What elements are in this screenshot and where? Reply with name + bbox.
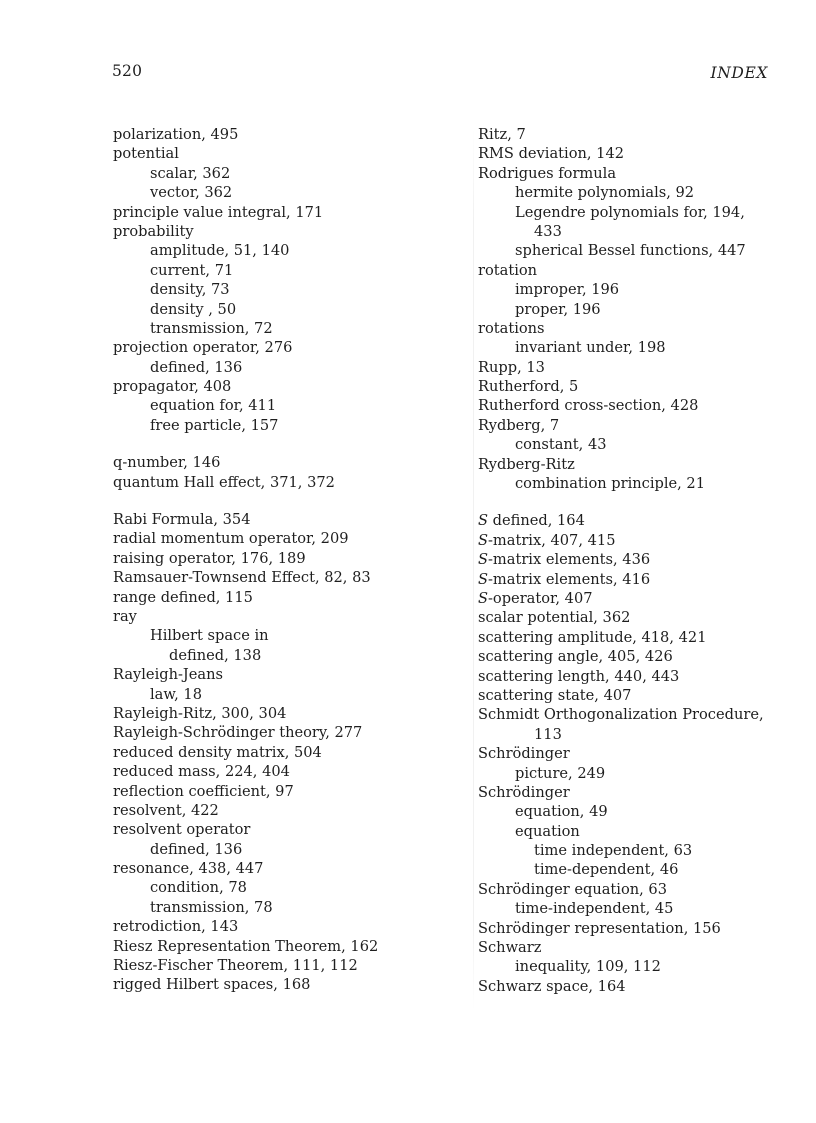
index-subentry: free particle, 157 bbox=[150, 416, 279, 434]
index-entry: scattering amplitude, 418, 421 bbox=[478, 628, 707, 646]
entry-symbol: S bbox=[478, 531, 488, 549]
index-subentry: law, 18 bbox=[150, 685, 202, 703]
index-entry: scattering state, 407 bbox=[478, 686, 632, 704]
index-entry: retrodiction, 143 bbox=[113, 918, 239, 936]
index-entry: Schrödinger bbox=[478, 745, 570, 763]
index-entry: Schmidt Orthogonalization Procedure, bbox=[478, 706, 764, 724]
entry-symbol: S bbox=[478, 551, 488, 569]
index-entry: quantum Hall effect, 371, 372 bbox=[113, 473, 335, 491]
index-entry: rigged Hilbert spaces, 168 bbox=[113, 976, 311, 994]
index-entry bbox=[478, 570, 764, 589]
index-entry bbox=[478, 550, 764, 569]
index-entry: Rabi Formula, 354 bbox=[113, 511, 251, 529]
index-subentry: condition, 78 bbox=[150, 879, 247, 897]
index-entry: Rayleigh-Schrödinger theory, 277 bbox=[113, 724, 363, 742]
entry-text: -operator, 407 bbox=[488, 589, 593, 607]
index-subentry: Legendre polynomials for, 194, bbox=[515, 203, 745, 221]
running-head: INDEX bbox=[710, 64, 768, 82]
index-entry: rotations bbox=[478, 319, 545, 337]
index-entry bbox=[478, 511, 764, 530]
index-entry: Schrödinger equation, 63 bbox=[478, 880, 667, 898]
index-subentry: constant, 43 bbox=[515, 436, 607, 454]
index-subentry: defined, 136 bbox=[150, 358, 243, 376]
index-subentry: improper, 196 bbox=[515, 281, 620, 299]
index-entry: resonance, 438, 447 bbox=[113, 860, 264, 878]
entry-text: defined, 164 bbox=[488, 512, 585, 530]
index-subentry: time independent, 63 bbox=[534, 842, 693, 860]
index-subentry: transmission, 72 bbox=[150, 319, 273, 337]
entry-symbol: S bbox=[478, 570, 488, 588]
index-subentry: time-independent, 45 bbox=[515, 900, 674, 918]
index-entry: Schwarz space, 164 bbox=[478, 977, 626, 995]
index-entry: Schwarz bbox=[478, 939, 542, 957]
index-entry: projection operator, 276 bbox=[113, 339, 293, 357]
index-subentry: scalar, 362 bbox=[150, 164, 231, 182]
index-subentry: invariant under, 198 bbox=[515, 339, 666, 357]
index-entry: polarization, 495 bbox=[113, 126, 239, 143]
index-entry bbox=[478, 531, 764, 550]
index-entry: Rodrigues formula bbox=[478, 164, 617, 182]
index-subentry: Hilbert space in bbox=[150, 627, 269, 645]
entry-text: -matrix, 407, 415 bbox=[488, 531, 616, 549]
index-entry: Riesz-Fischer Theorem, 111, 112 bbox=[113, 957, 358, 975]
index-entry: Schrödinger representation, 156 bbox=[478, 919, 721, 937]
index-subentry: vector, 362 bbox=[150, 184, 233, 202]
index-entry: Ritz, 7 bbox=[478, 126, 526, 143]
index-entry: ray bbox=[113, 607, 137, 625]
index-entry: scattering angle, 405, 426 bbox=[478, 648, 673, 666]
index-subentry: defined, 138 bbox=[169, 646, 262, 664]
entry-text: -matrix elements, 416 bbox=[488, 570, 651, 588]
index-entry: RMS deviation, 142 bbox=[478, 145, 625, 163]
index-entry: Rayleigh-Jeans bbox=[113, 666, 223, 684]
index-subentry: equation, 49 bbox=[515, 803, 608, 821]
index-entry bbox=[478, 589, 764, 608]
index-subentry: time-dependent, 46 bbox=[534, 861, 679, 879]
index-entry: Rutherford, 5 bbox=[478, 378, 579, 396]
index-subentry: amplitude, 51, 140 bbox=[150, 242, 290, 260]
index-entry: resolvent, 422 bbox=[113, 801, 219, 819]
index-entry: reflection coefficient, 97 bbox=[113, 782, 294, 800]
index-entry: raising operator, 176, 189 bbox=[113, 549, 306, 567]
index-subentry: picture, 249 bbox=[515, 764, 606, 782]
index-subentry: 433 bbox=[534, 222, 562, 240]
index-entry: Rupp, 13 bbox=[478, 358, 545, 376]
index-entry: resolvent operator bbox=[113, 821, 251, 839]
index-entry: scattering length, 440, 443 bbox=[478, 667, 680, 685]
index-entry: Schrödinger bbox=[478, 783, 570, 801]
page-number: 520 bbox=[112, 62, 143, 80]
index-column-left bbox=[113, 125, 378, 995]
index-subentry: defined, 136 bbox=[150, 840, 243, 858]
index-entry: reduced mass, 224, 404 bbox=[113, 763, 290, 781]
index-subentry: 113 bbox=[534, 725, 562, 743]
entry-symbol: S bbox=[478, 512, 488, 530]
index-entry: Rayleigh-Ritz, 300, 304 bbox=[113, 704, 287, 722]
index-subentry: proper, 196 bbox=[515, 300, 601, 318]
index-entry: Rydberg-Ritz bbox=[478, 455, 575, 473]
index-subentry: density, 73 bbox=[150, 281, 230, 299]
index-subentry: spherical Bessel functions, 447 bbox=[515, 242, 746, 260]
index-entry: principle value integral, 171 bbox=[113, 203, 324, 221]
entry-text: -matrix elements, 436 bbox=[488, 551, 651, 569]
index-entry: Rydberg, 7 bbox=[478, 416, 560, 434]
index-entry: range defined, 115 bbox=[113, 588, 253, 606]
index-column-right bbox=[478, 125, 764, 996]
index-subentry: equation bbox=[515, 822, 580, 840]
entry-symbol: S bbox=[478, 589, 488, 607]
index-entry: propagator, 408 bbox=[113, 378, 232, 396]
index-entry: rotation bbox=[478, 261, 538, 279]
index-entry: probability bbox=[113, 222, 194, 240]
index-subentry: equation for, 411 bbox=[150, 397, 277, 415]
index-entry: scalar potential, 362 bbox=[478, 609, 631, 627]
index-subentry: combination principle, 21 bbox=[515, 475, 705, 493]
index-entry: Riesz Representation Theorem, 162 bbox=[113, 937, 379, 955]
index-entry: Rutherford cross-section, 428 bbox=[478, 397, 699, 415]
index-entry: radial momentum operator, 209 bbox=[113, 530, 349, 548]
index-subentry: hermite polynomials, 92 bbox=[515, 184, 695, 202]
index-entry: Ramsauer-Townsend Effect, 82, 83 bbox=[113, 569, 371, 587]
index-subentry: inequality, 109, 112 bbox=[515, 958, 661, 976]
index-entry: reduced density matrix, 504 bbox=[113, 743, 322, 761]
index-entry: q-number, 146 bbox=[113, 454, 221, 472]
index-subentry: density , 50 bbox=[150, 300, 237, 318]
gutter-shadow bbox=[473, 130, 474, 1010]
index-subentry: transmission, 78 bbox=[150, 898, 273, 916]
index-entry: potential bbox=[113, 145, 179, 163]
index-subentry: current, 71 bbox=[150, 261, 234, 279]
